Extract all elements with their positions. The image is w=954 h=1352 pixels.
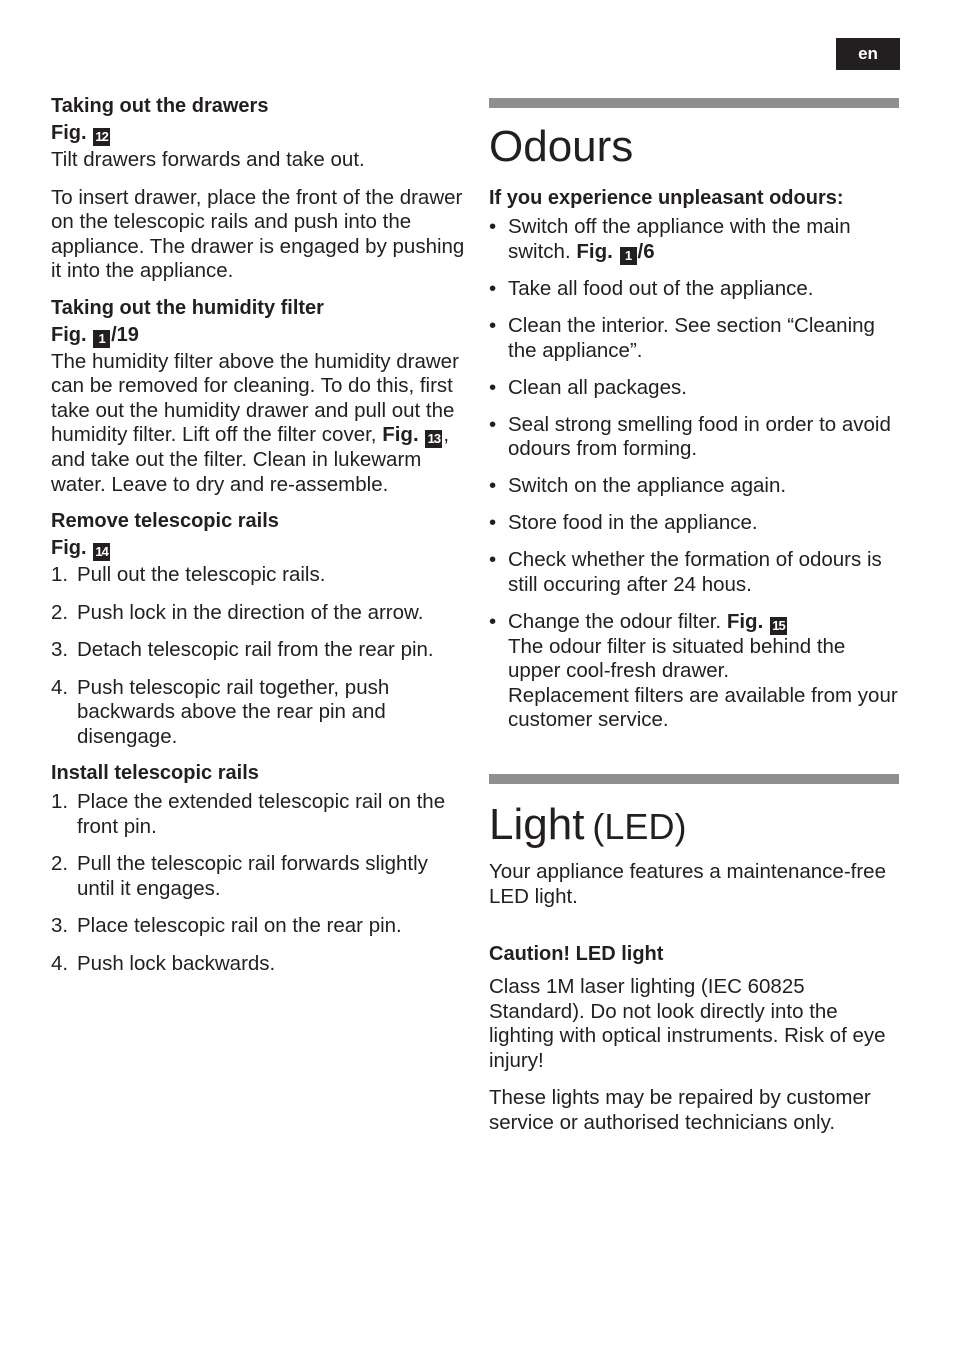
list-item: • Take all food out of the appliance. (489, 277, 899, 302)
section-divider (489, 774, 899, 784)
section-divider (489, 98, 899, 108)
section-heading: Taking out the humidity filter (51, 296, 324, 319)
section-remove-rails (51, 509, 466, 749)
section-install-rails (51, 761, 466, 976)
list-item: • Store food in the appliance. (489, 511, 899, 536)
list-item: • Switch on the appliance again. (489, 474, 899, 499)
section-heading: Taking out the drawers (51, 95, 269, 117)
list-item: • Check whether the formation of odours is still occuring after 24 hous. (489, 548, 899, 597)
steps-list (51, 790, 466, 976)
list-item: • Clean the interior. See section “Cleaning the appliance”. (489, 314, 899, 363)
paragraph: To insert drawer, place the front of the drawer on the telescopic rails and push into the appliance. The drawer is engaged by pushing it into the appliance. (51, 185, 465, 282)
figure-number-badge: 13 (425, 430, 442, 448)
section-heading: Remove telescopic rails (51, 510, 279, 532)
figure-number-badge: 14 (93, 543, 110, 561)
list-item: • Change the odour filter. Fig. 15 The odour filter is situated behind the upper cool-fresh drawer. Replacement filters are available from your customer service. (489, 610, 899, 733)
list-item: 3. Detach telescopic rail from the rear pin. (51, 638, 434, 661)
figure-number-badge: 1 (93, 330, 110, 348)
paragraph: The humidity filter above the humidity drawer can be removed for cleaning. To do this, first take out the humidity drawer and pull out the humidity filter. Lift off the filter cover, Fig. 13 , and take out the filter. Clean in lukewarm water. Leave to dry and re-assemble. (51, 349, 459, 496)
paragraph: These lights may be repaired by customer service or authorised technicians only. (489, 1086, 871, 1134)
section-humidity-filter (51, 296, 466, 498)
steps-list (51, 563, 466, 749)
section-title: Odours (489, 122, 634, 171)
figure-number-badge: 12 (93, 128, 110, 146)
list-item: 3. Place telescopic rail on the rear pin. (51, 914, 402, 937)
figure-reference: Fig. 1 /19 (51, 323, 139, 346)
figure-reference: Fig. 12 (51, 119, 466, 148)
section-heading: Install telescopic rails (51, 762, 259, 784)
figure-number-badge: 15 (770, 617, 787, 635)
list-item: 4. Push telescopic rail together, push backwards above the rear pin and disengage. (51, 675, 390, 748)
paragraph: Your appliance features a maintenance-free LED light. (489, 860, 886, 908)
figure-reference: Fig. 14 (51, 534, 466, 563)
section-subheading: If you experience unpleasant odours: (489, 187, 844, 209)
bullet-list (489, 215, 899, 733)
list-item: • Clean all packages. (489, 376, 899, 401)
right-column (489, 98, 899, 1135)
section-odours (489, 98, 899, 733)
section-light (489, 774, 899, 1135)
list-item: • Seal strong smelling food in order to avoid odours from forming. (489, 413, 899, 462)
section-taking-out-drawers (51, 94, 466, 284)
list-item: 4. Push lock backwards. (51, 951, 276, 975)
list-item: • Switch off the appliance with the main switch. Fig. 1 /6 (489, 215, 899, 265)
section-subheading: Caution! LED light (489, 943, 664, 965)
list-item: 2. Pull the telescopic rail forwards slightly until it engages. (51, 852, 428, 900)
list-item: 2. Push lock in the direction of the arrow. (51, 600, 424, 624)
list-item: 1. Pull out the telescopic rails. (51, 563, 326, 586)
paragraph: Tilt drawers forwards and take out. (51, 148, 365, 171)
paragraph: Class 1M laser lighting (IEC 60825 Standard). Do not look directly into the lighting with optical instruments. Risk of eye injury! (489, 975, 886, 1072)
figure-number-badge: 1 (620, 247, 637, 265)
list-item: 1. Place the extended telescopic rail on the front pin. (51, 790, 446, 838)
left-column (51, 94, 466, 989)
section-title: Light (LED) (489, 800, 687, 849)
language-tab: en (836, 38, 900, 70)
